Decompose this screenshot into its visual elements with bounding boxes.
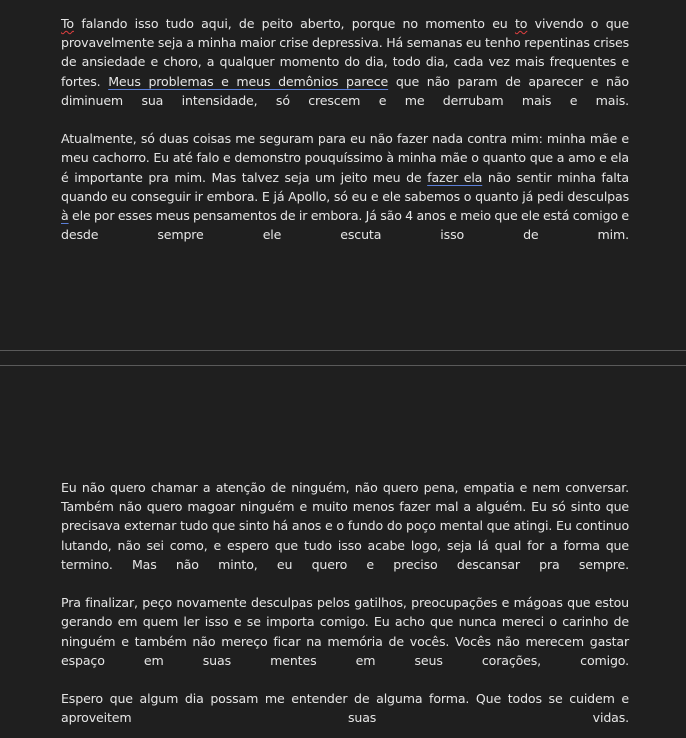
spelling-flag: to: [514, 16, 528, 31]
paragraph-text: Atualmente, só duas coisas me seguram para eu não fazer nada contra mim: minha mãe e meu cachorro. Eu até falo e demonstro pouquíssimo à minha mãe o quanto que a amo e ela é importante pra mim. Mas talvez seja um jeito meu de: [61, 131, 629, 185]
paragraph-text: vivendo o que provavelmente seja a minha maior crise depressiva. Há semanas eu tenho repentinas crises de ansiedade e choro, a qualquer momento do dia, todo dia, cada vez mais frequentes e fortes.: [61, 16, 629, 89]
paragraph-text: não sentir minha falta quando eu conseguir ir embora. E já Apollo, só eu e ele sabemos o quanto já pedi desculpas: [61, 169, 629, 204]
paragraph-5: Espero que algum dia possam me entender de alguma forma. Que todos se cuidem e aproveitem suas vidas.: [61, 691, 629, 726]
spelling-flag: To: [61, 16, 74, 31]
paragraph-spacer: [61, 670, 629, 689]
paragraph-text: ele por esses meus pensamentos de ir embora. Já são 4 anos e meio que ele está comigo e desde sempre ele escuta isso de mim.: [61, 208, 629, 243]
paragraph-4: Pra finalizar, peço novamente desculpas pelos gatilhos, preocupações e mágoas que estou gerando em quem ler isso e se importa comigo. Eu acho que nunca mereci o carinho de ninguém e também não mereço ficar na memória de vocês. Vocês não merecem gastar espaço em suas mentes em seus corações, comigo.: [61, 595, 629, 668]
paragraph-2: [61, 129, 629, 244]
document-page-1: [0, 0, 686, 350]
paragraph-spacer: [61, 110, 629, 129]
paragraph-text: que não param de aparecer e não diminuem sua intensidade, só crescem e me derrubam mais e mais.: [61, 73, 629, 108]
paragraph-3: Eu não quero chamar a atenção de ninguém, não quero pena, empatia e nem conversar. Também não quero magoar ninguém e muito menos fazer mal a alguém. Eu só sinto que precisava externar tudo que sinto há anos e o fundo do poço mental que atingi. Eu continuo lutando, não sei como, e espero que tudo isso acabe logo, seja lá qual for a forma que termino. Mas não minto, eu quero e preciso descansar pra sempre.: [61, 480, 629, 572]
paragraph-text: falando isso tudo aqui, de peito aberto, porque no momento eu: [73, 16, 515, 31]
page-break: [0, 350, 686, 366]
page-1-text: [61, 14, 629, 244]
paragraph-spacer: [61, 574, 629, 593]
paragraph-1: [61, 14, 629, 110]
page-2-text: [61, 478, 629, 728]
document-page-2: [0, 366, 686, 738]
grammar-flag: à: [61, 208, 69, 224]
grammar-flag: fazer ela: [427, 169, 483, 185]
grammar-flag: Meus problemas e meus demônios parece: [108, 73, 389, 89]
